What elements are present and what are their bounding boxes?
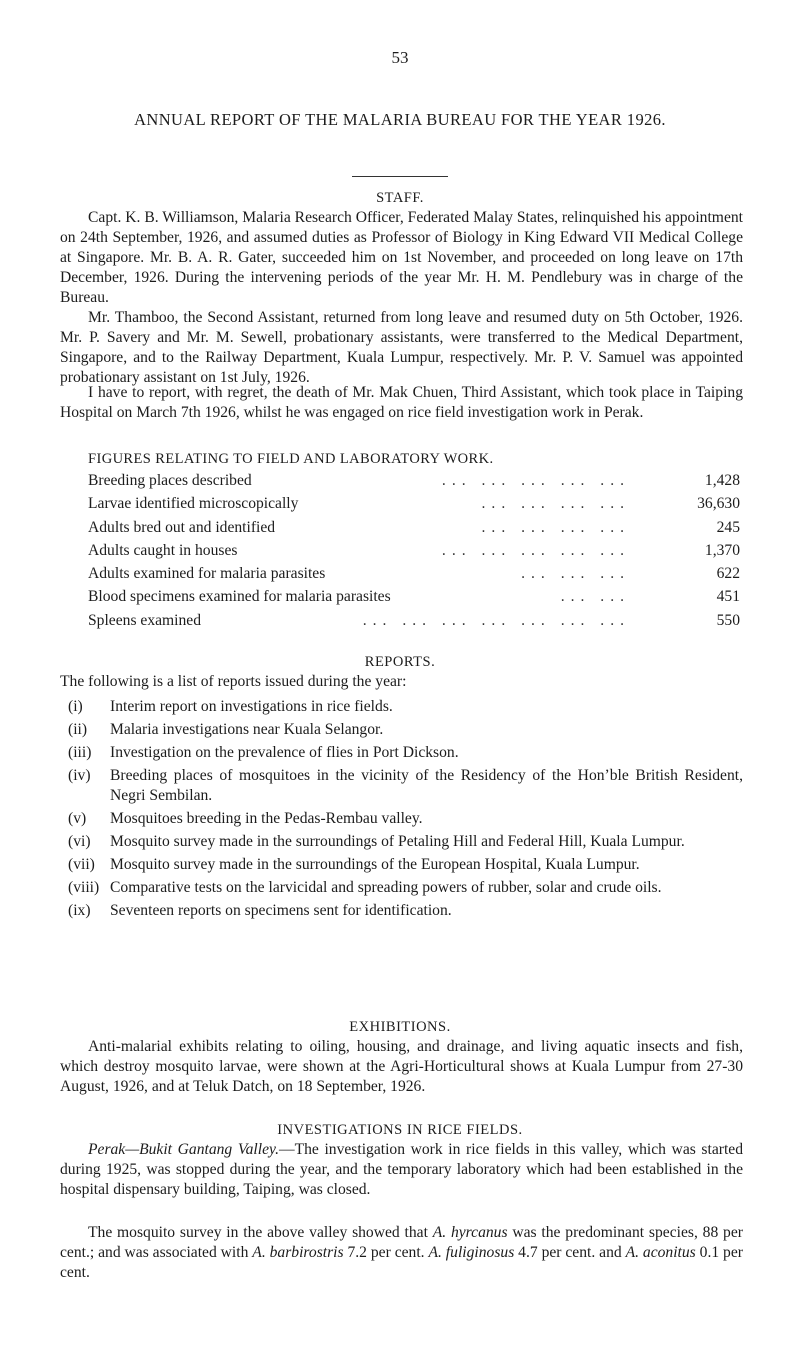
sentence-part: was the predominant species, 88 per cent.; and was associated with	[60, 1224, 743, 1261]
figure-label: Adults bred out and identified	[88, 518, 276, 536]
list-item	[60, 809, 743, 829]
item-number: (v)	[68, 810, 87, 827]
list-item	[60, 855, 743, 875]
figure-value: 622	[716, 565, 740, 583]
paragraph-text: —The investigation work in rice fields in this valley, which was started during 1925, was stopped during the year, and the temporary laboratory which had been established in the hospital dispensary building, Taiping, was closed.	[60, 1141, 743, 1198]
figure-value: 36,630	[697, 495, 740, 513]
item-number: (viii)	[68, 879, 100, 896]
item-text: Investigation on the prevalence of flies in Port Dickson.	[110, 744, 459, 761]
species-name: A. hyrcanus	[432, 1224, 508, 1241]
list-item	[60, 743, 743, 763]
rice-paragraph-1	[60, 1140, 743, 1200]
figure-label: Adults caught in houses	[88, 541, 238, 559]
leader-dots: ... ...	[560, 588, 630, 606]
figures-heading: FIGURES RELATING TO FIELD AND LABORATORY WORK.	[88, 451, 494, 467]
list-item	[60, 697, 743, 717]
item-number: (vi)	[68, 833, 91, 850]
figure-value: 245	[716, 518, 740, 536]
figure-label: Spleens examined	[88, 611, 202, 629]
item-text: Interim report on investigations in rice fields.	[110, 698, 393, 715]
table-row	[88, 516, 740, 539]
item-number: (vii)	[68, 856, 95, 873]
staff-paragraph-1: Capt. K. B. Williamson, Malaria Research Officer, Federated Malay States, relinquished his appointment on 24th September, 1926, and assumed duties as Professor of Biology in King Edward VII Medical College at Singapore. Mr. B. A. R. Gater, succeeded him on 1st November, and proceeded on long leave on 17th December, 1926. During the intervening periods of the year Mr. H. M. Pendlebury was in charge of the Bureau.	[60, 209, 743, 306]
leader-dots: ... ... ...	[521, 565, 630, 583]
staff-paragraph-2: Mr. Thamboo, the Second Assistant, returned from long leave and resumed duty on 5th October, 1926. Mr. P. Savery and Mr. M. Sewell, probationary assistants, were transferred to the Medical Department, Singapore, and to the Railway Department, Kuala Lumpur, respectively. Mr. P. V. Samuel was appointed probationary assistant on 1st July, 1926.	[60, 309, 743, 386]
item-text: Breeding places of mosquitoes in the vicinity of the Residency of the Hon’ble British Resident, Negri Sembilan.	[110, 767, 743, 804]
staff-heading: STAFF.	[376, 190, 424, 206]
title-divider	[352, 176, 448, 177]
list-item	[60, 901, 743, 921]
page-number: 53	[391, 48, 409, 67]
item-text: Mosquito survey made in the surroundings of Petaling Hill and Federal Hill, Kuala Lumpur.	[110, 833, 685, 850]
species-name: A. barbirostris	[252, 1244, 344, 1261]
figure-label: Adults examined for malaria parasites	[88, 565, 326, 583]
item-text: Comparative tests on the larvicidal and spreading powers of rubber, solar and crude oils.	[110, 879, 662, 896]
rice-paragraph-2	[60, 1223, 743, 1283]
list-item	[60, 720, 743, 740]
list-item	[60, 832, 743, 852]
figure-label: Larvae identified microscopically	[88, 495, 299, 513]
item-text: Seventeen reports on specimens sent for identification.	[110, 902, 452, 919]
item-number: (iv)	[68, 767, 91, 784]
figure-value: 1,428	[704, 472, 740, 489]
species-name: A. aconitus	[625, 1244, 696, 1261]
table-row	[88, 539, 740, 562]
leader-dots: ... ... ... ... ...	[441, 472, 630, 489]
table-row	[88, 469, 740, 492]
leader-dots: ... ... ... ...	[481, 495, 630, 513]
item-number: (ix)	[68, 902, 91, 919]
sentence-part: 7.2 per cent.	[347, 1244, 425, 1261]
figure-value: 451	[716, 588, 740, 606]
table-row	[88, 585, 740, 608]
figure-value: 550	[716, 611, 740, 629]
place-name: Perak—Bukit Gantang Valley.	[88, 1141, 279, 1158]
rice-heading: INVESTIGATIONS IN RICE FIELDS.	[277, 1122, 523, 1138]
reports-intro: The following is a list of reports issued during the year:	[60, 673, 407, 690]
list-item	[60, 878, 743, 898]
figure-label: Blood specimens examined for malaria parasites	[88, 588, 391, 606]
species-name: A. fuliginosus	[428, 1244, 515, 1261]
item-number: (i)	[68, 698, 83, 715]
staff-paragraph-3: I have to report, with regret, the death of Mr. Mak Chuen, Third Assistant, which took place in Taiping Hospital on March 7th 1926, whilst he was engaged on rice field investigation work in Perak.	[60, 384, 743, 421]
table-row	[88, 562, 740, 585]
figure-label: Breeding places described	[88, 472, 252, 489]
leader-dots: ... ... ... ... ... ... ...	[362, 611, 630, 629]
leader-dots: ... ... ... ... ...	[441, 541, 630, 559]
item-number: (iii)	[68, 744, 92, 761]
exhibitions-paragraph: Anti-malarial exhibits relating to oiling, housing, and drainage, and living aquatic insects and fish, which destroy mosquito larvae, were shown at the Agri-Horticultural shows at Kuala Lumpur from 27-30 August, 1926, and at Teluk Datch, on 18 September, 1926.	[60, 1038, 743, 1095]
sentence-part: The mosquito survey in the above valley showed that	[88, 1224, 428, 1241]
sentence-part: 4.7 per cent. and	[518, 1244, 622, 1261]
exhibitions-heading: EXHIBITIONS.	[349, 1019, 451, 1035]
report-title: ANNUAL REPORT OF THE MALARIA BUREAU FOR THE YEAR 1926.	[134, 110, 666, 129]
table-row	[88, 492, 740, 515]
sentence-part: 0.1 per cent.	[60, 1244, 743, 1281]
leader-dots: ... ... ... ...	[481, 518, 630, 536]
list-item	[60, 766, 743, 806]
table-row	[88, 609, 740, 632]
reports-list	[60, 697, 743, 924]
figure-value: 1,370	[704, 541, 740, 559]
figures-table	[88, 469, 740, 632]
item-number: (ii)	[68, 721, 88, 738]
item-text: Mosquito survey made in the surroundings of the European Hospital, Kuala Lumpur.	[110, 856, 640, 873]
item-text: Malaria investigations near Kuala Selangor.	[110, 721, 384, 738]
reports-heading: REPORTS.	[364, 654, 436, 670]
item-text: Mosquitoes breeding in the Pedas-Rembau valley.	[110, 810, 423, 827]
